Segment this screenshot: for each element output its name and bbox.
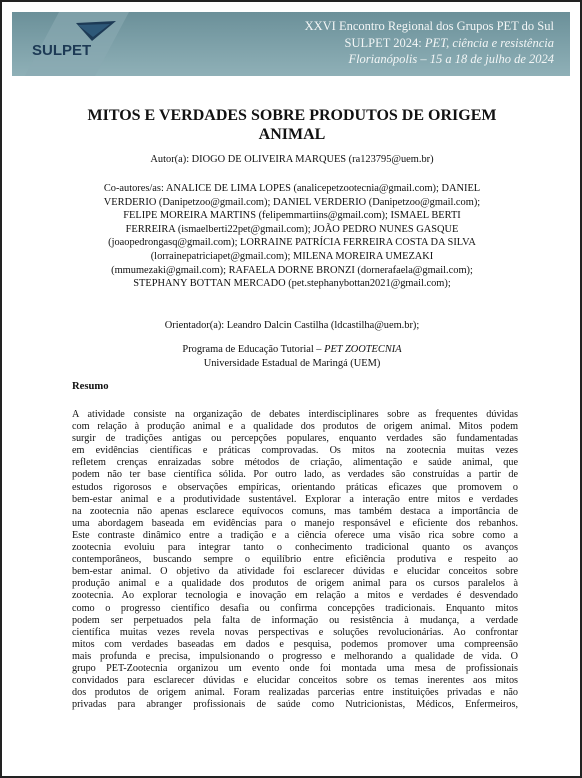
event-info bbox=[305, 18, 554, 68]
abstract-line: zootecnia evoluiu para integrar tanto o conhecimento tradicional quanto os avanços bbox=[72, 542, 518, 554]
program-line: Programa de Educação Tutorial – PET ZOOTECNIA bbox=[182, 344, 402, 355]
event-banner bbox=[12, 12, 570, 76]
abstract-line: estudos rigorosos e observações empíricas, orientando práticas eficazes que promovem o bbox=[72, 481, 518, 493]
abstract-line: Este contraste dinâmico entre a tradição e a ciência oferece uma visão rica sobre como a bbox=[72, 529, 518, 541]
abstract-line: podem não ter base científica sólida. Por outro lado, as verdades são construídas a partir de bbox=[72, 469, 518, 481]
abstract-line: surgir de tradições antigas ou percepções populares, enquanto verdades são fundamentadas bbox=[72, 433, 518, 445]
abstract-line: mais profunda e precisa, impulsionando o progresso e melhorando a qualidade de vida. O bbox=[72, 650, 518, 662]
abstract-line: produção animal e a qualidade dos produtos de origem animal para os cursos paralelos à bbox=[72, 578, 518, 590]
event-place-date: Florianópolis – 15 a 18 de julho de 2024 bbox=[348, 52, 554, 66]
abstract-line: dos produtos de origem animal. Foram realizadas parcerias entre instituições privadas e não bbox=[72, 687, 518, 699]
abstract-heading: Resumo bbox=[72, 381, 109, 392]
program-block bbox=[32, 343, 552, 370]
author-line: Autor(a): DIOGO DE OLIVEIRA MARQUES (ra123795@uem.br) bbox=[150, 154, 434, 165]
abstract-line: bem-estar animal. O objetivo da atividade foi esclarecer dúvidas e elucidar conceitos sobre bbox=[72, 566, 518, 578]
abstract-line: refletem crenças enraizadas sobre métodos de criação, alimentação e saúde animal, que bbox=[72, 457, 518, 469]
abstract-body bbox=[72, 409, 518, 711]
abstract-line: convidados para esclarecer dúvidas e elucidar conceitos sobre os temas inerentes aos mitos bbox=[72, 675, 518, 687]
abstract-line: com relação à produção animal e a qualidade dos produtos de origem animal. Mitos podem bbox=[72, 421, 518, 433]
event-edition: SULPET 2024: PET, ciência e resistência bbox=[344, 35, 554, 50]
abstract-line: A atividade consiste na organização de debates interdisciplinares sobre as frequentes dúvidas bbox=[72, 409, 518, 420]
abstract-line: uma abordagem baseada em evidências para o manejo responsável e eficiente dos rebanhos. bbox=[72, 517, 518, 529]
abstract-line: podem ser perpetuados pela falta de informação ou resistência à mudança, a verdade bbox=[72, 614, 518, 626]
abstract-line: bem-estar animal e a produtividade sustentável. Explorar a interação entre mitos e verdades bbox=[72, 493, 518, 505]
university-line: Universidade Estadual de Maringá (UEM) bbox=[203, 357, 381, 369]
sulpet-logo bbox=[30, 19, 120, 71]
paper-title: MITOS E VERDADES SOBRE PRODUTOS DE ORIGEM ANIMAL bbox=[87, 107, 497, 143]
abstract-line: como o progresso científico desafia ou confirma concepções tradicionais. Enquanto mitos bbox=[72, 602, 518, 614]
abstract-line: zootecnia. Ao explorar tecnologia e inovação em relação a mitos e verdades é desvendado bbox=[72, 590, 518, 602]
abstract-line: na zootecnia não apenas esclarece equívocos comuns, mas também destaca a importância de bbox=[72, 505, 518, 517]
abstract-line: científica muitas vezes revela novas perspectivas e soluções revolucionárias. Ao confrontar bbox=[72, 626, 518, 638]
abstract-line: grupo PET-Zootecnia organizou um evento onde foi montada uma mesa de profissionais bbox=[72, 662, 518, 674]
logo-text: SULPET bbox=[32, 42, 92, 59]
coauthors-block: Co-autores/as: ANALICE DE LIMA LOPES (analicepetzootecnia@gmail.com); DANIEL VERDERIO (Danipetzoo@gmail.com); DANIEL VERDERIO (Danipetzoo@gmail.com); FELIPE MOREIRA MARTINS (felipemmartiins@gmail.com); ISMAEL BERTI FERREIRA (ismaelberti22pet@gmail.com); JOÃO PEDRO NUNES GASQUE (joaopedrongasq@gmail.com); LORRAINE PATRÍCIA FERREIRA COSTA DA SILVA (lorrainepatriciapet@gmail.com); MILENA MOREIRA UMEZAKI (mmumezaki@gmail.com); RAFAELA DORNE BRONZI (dornerafaela@gmail.com); STEPHANY BOTTAN MERCADO (pet.stephanybottan2021@gmail.com); bbox=[103, 183, 481, 290]
abstract-line: em evidências científicas e práticas comprovadas. Os mitos na zootecnia muitas vezes bbox=[72, 445, 518, 457]
advisor-line: Orientador(a): Leandro Dalcin Castilha (ldcastilha@uem.br); bbox=[164, 320, 420, 331]
event-name: XXVI Encontro Regional dos Grupos PET do Sul bbox=[304, 19, 554, 33]
abstract-line: mitos com verdades baseadas em dados e pesquisa, podemos promover uma compreensão bbox=[72, 638, 518, 650]
abstract-line: contemporâneos, buscando sempre o equilíbrio entre eficiência produtiva e respeito ao bbox=[72, 554, 518, 566]
abstract-line: privadas para abranger profissionais de saúde como Nutricionistas, Médicos, Enfermeiros, bbox=[72, 699, 518, 711]
